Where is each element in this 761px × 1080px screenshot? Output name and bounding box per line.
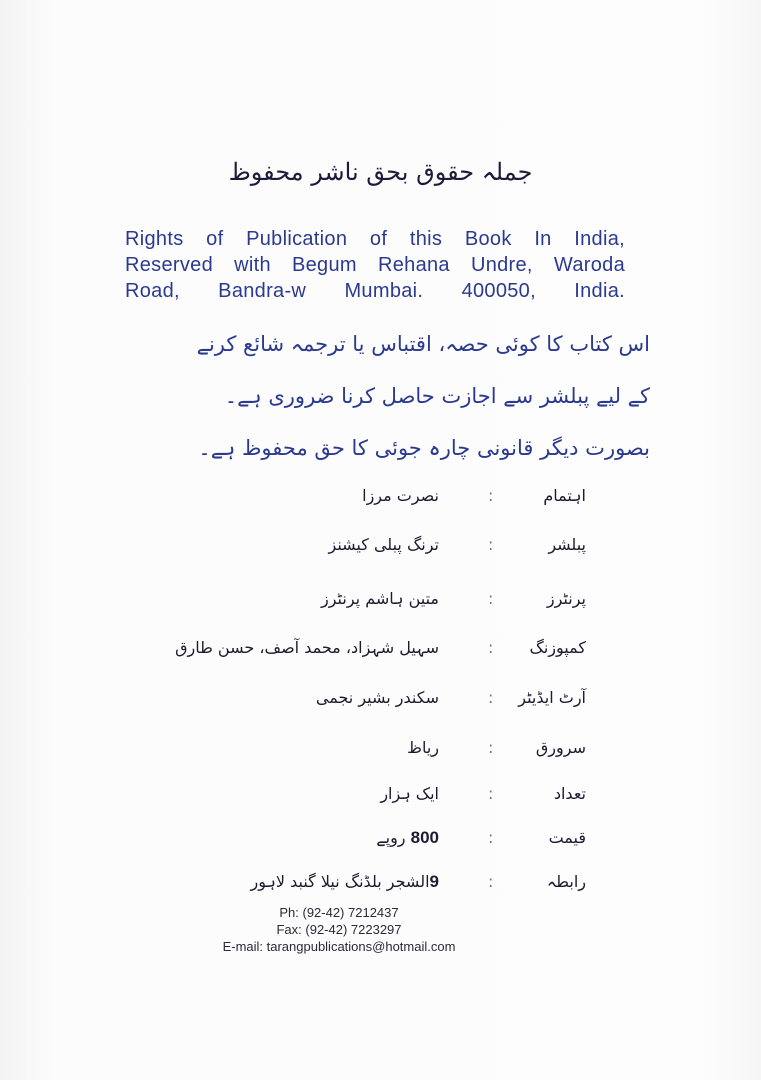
- credit-value: ریاظ: [407, 738, 439, 757]
- credit-row-management: [0, 478, 761, 518]
- credit-value: متین ہاشم پرنٹرز: [321, 589, 439, 608]
- credit-row-contact: [0, 864, 761, 904]
- credit-colon: :: [488, 828, 494, 847]
- credit-label: آرٹ ایڈیٹر: [518, 688, 586, 707]
- credit-row-publisher: [0, 527, 761, 567]
- credit-value: نصرت مرزا: [362, 486, 439, 505]
- rights-line-3: Road, Bandra-w Mumbai. 400050, India.: [125, 280, 625, 302]
- credit-colon: :: [488, 535, 494, 554]
- credit-value: ایک ہزار: [380, 784, 439, 803]
- credit-row-composing: [0, 630, 761, 670]
- price-number: 800: [410, 828, 439, 847]
- credit-value: [376, 828, 439, 848]
- credit-colon: :: [488, 486, 494, 505]
- notice-line-3: بصورت دیگر قانونی چارہ جوئی کا حق محفوظ ہے۔: [198, 436, 650, 460]
- contact-fax: Fax: (92-42) 7223297: [276, 922, 402, 937]
- credit-row-art-editor: [0, 680, 761, 720]
- contact-email: E-mail: tarangpublications@hotmail.com: [222, 939, 456, 954]
- copyright-heading: جملہ حقوق بحق ناشر محفوظ: [228, 158, 533, 186]
- credit-label: پبلشر: [548, 535, 586, 554]
- credit-colon: :: [488, 688, 494, 707]
- address-text: الشجر بلڈنگ نیلا گنبد لاہور: [250, 872, 430, 891]
- rights-statement-english: [125, 226, 625, 304]
- notice-line-2: کے لیے پبلشر سے اجازت حاصل کرنا ضروری ہے۔: [224, 384, 650, 408]
- credit-label: پرنٹرز: [546, 589, 586, 608]
- credit-label: قیمت: [548, 828, 586, 847]
- permission-notice-urdu: [130, 318, 650, 474]
- credit-value: سکندر بشیر نجمی: [315, 688, 439, 707]
- credit-label: سرورق: [535, 738, 586, 757]
- rights-line-2: Reserved with Begum Rehana Undre, Waroda: [125, 254, 625, 276]
- credit-label: تعداد: [553, 784, 586, 803]
- price-currency: روپے: [376, 828, 406, 847]
- credit-colon: :: [488, 872, 494, 891]
- credit-colon: :: [488, 738, 494, 757]
- credit-label: کمپوزنگ: [529, 638, 586, 657]
- contact-phone: Ph: (92-42) 7212437: [279, 905, 399, 920]
- credit-colon: :: [488, 784, 494, 803]
- credit-row-cover: [0, 730, 761, 770]
- credit-row-quantity: [0, 776, 761, 816]
- credit-label: اہتمام: [543, 486, 586, 505]
- contact-block: [0, 904, 678, 955]
- credit-value: [251, 872, 439, 892]
- credit-colon: :: [488, 638, 494, 657]
- credit-row-printers: [0, 581, 761, 621]
- address-number: 9: [429, 872, 439, 891]
- credit-row-price: [0, 820, 761, 860]
- credit-label: رابطہ: [546, 872, 586, 891]
- credit-value: سہیل شہزاد، محمد آصف، حسن طارق: [175, 638, 439, 657]
- rights-line-1: Rights of Publication of this Book In India,: [125, 228, 625, 250]
- credit-value: ترنگ پبلی کیشنز: [328, 535, 439, 554]
- notice-line-1: اس کتاب کا کوئی حصہ، اقتباس یا ترجمہ شائع کرنے: [196, 332, 650, 356]
- credit-colon: :: [488, 589, 494, 608]
